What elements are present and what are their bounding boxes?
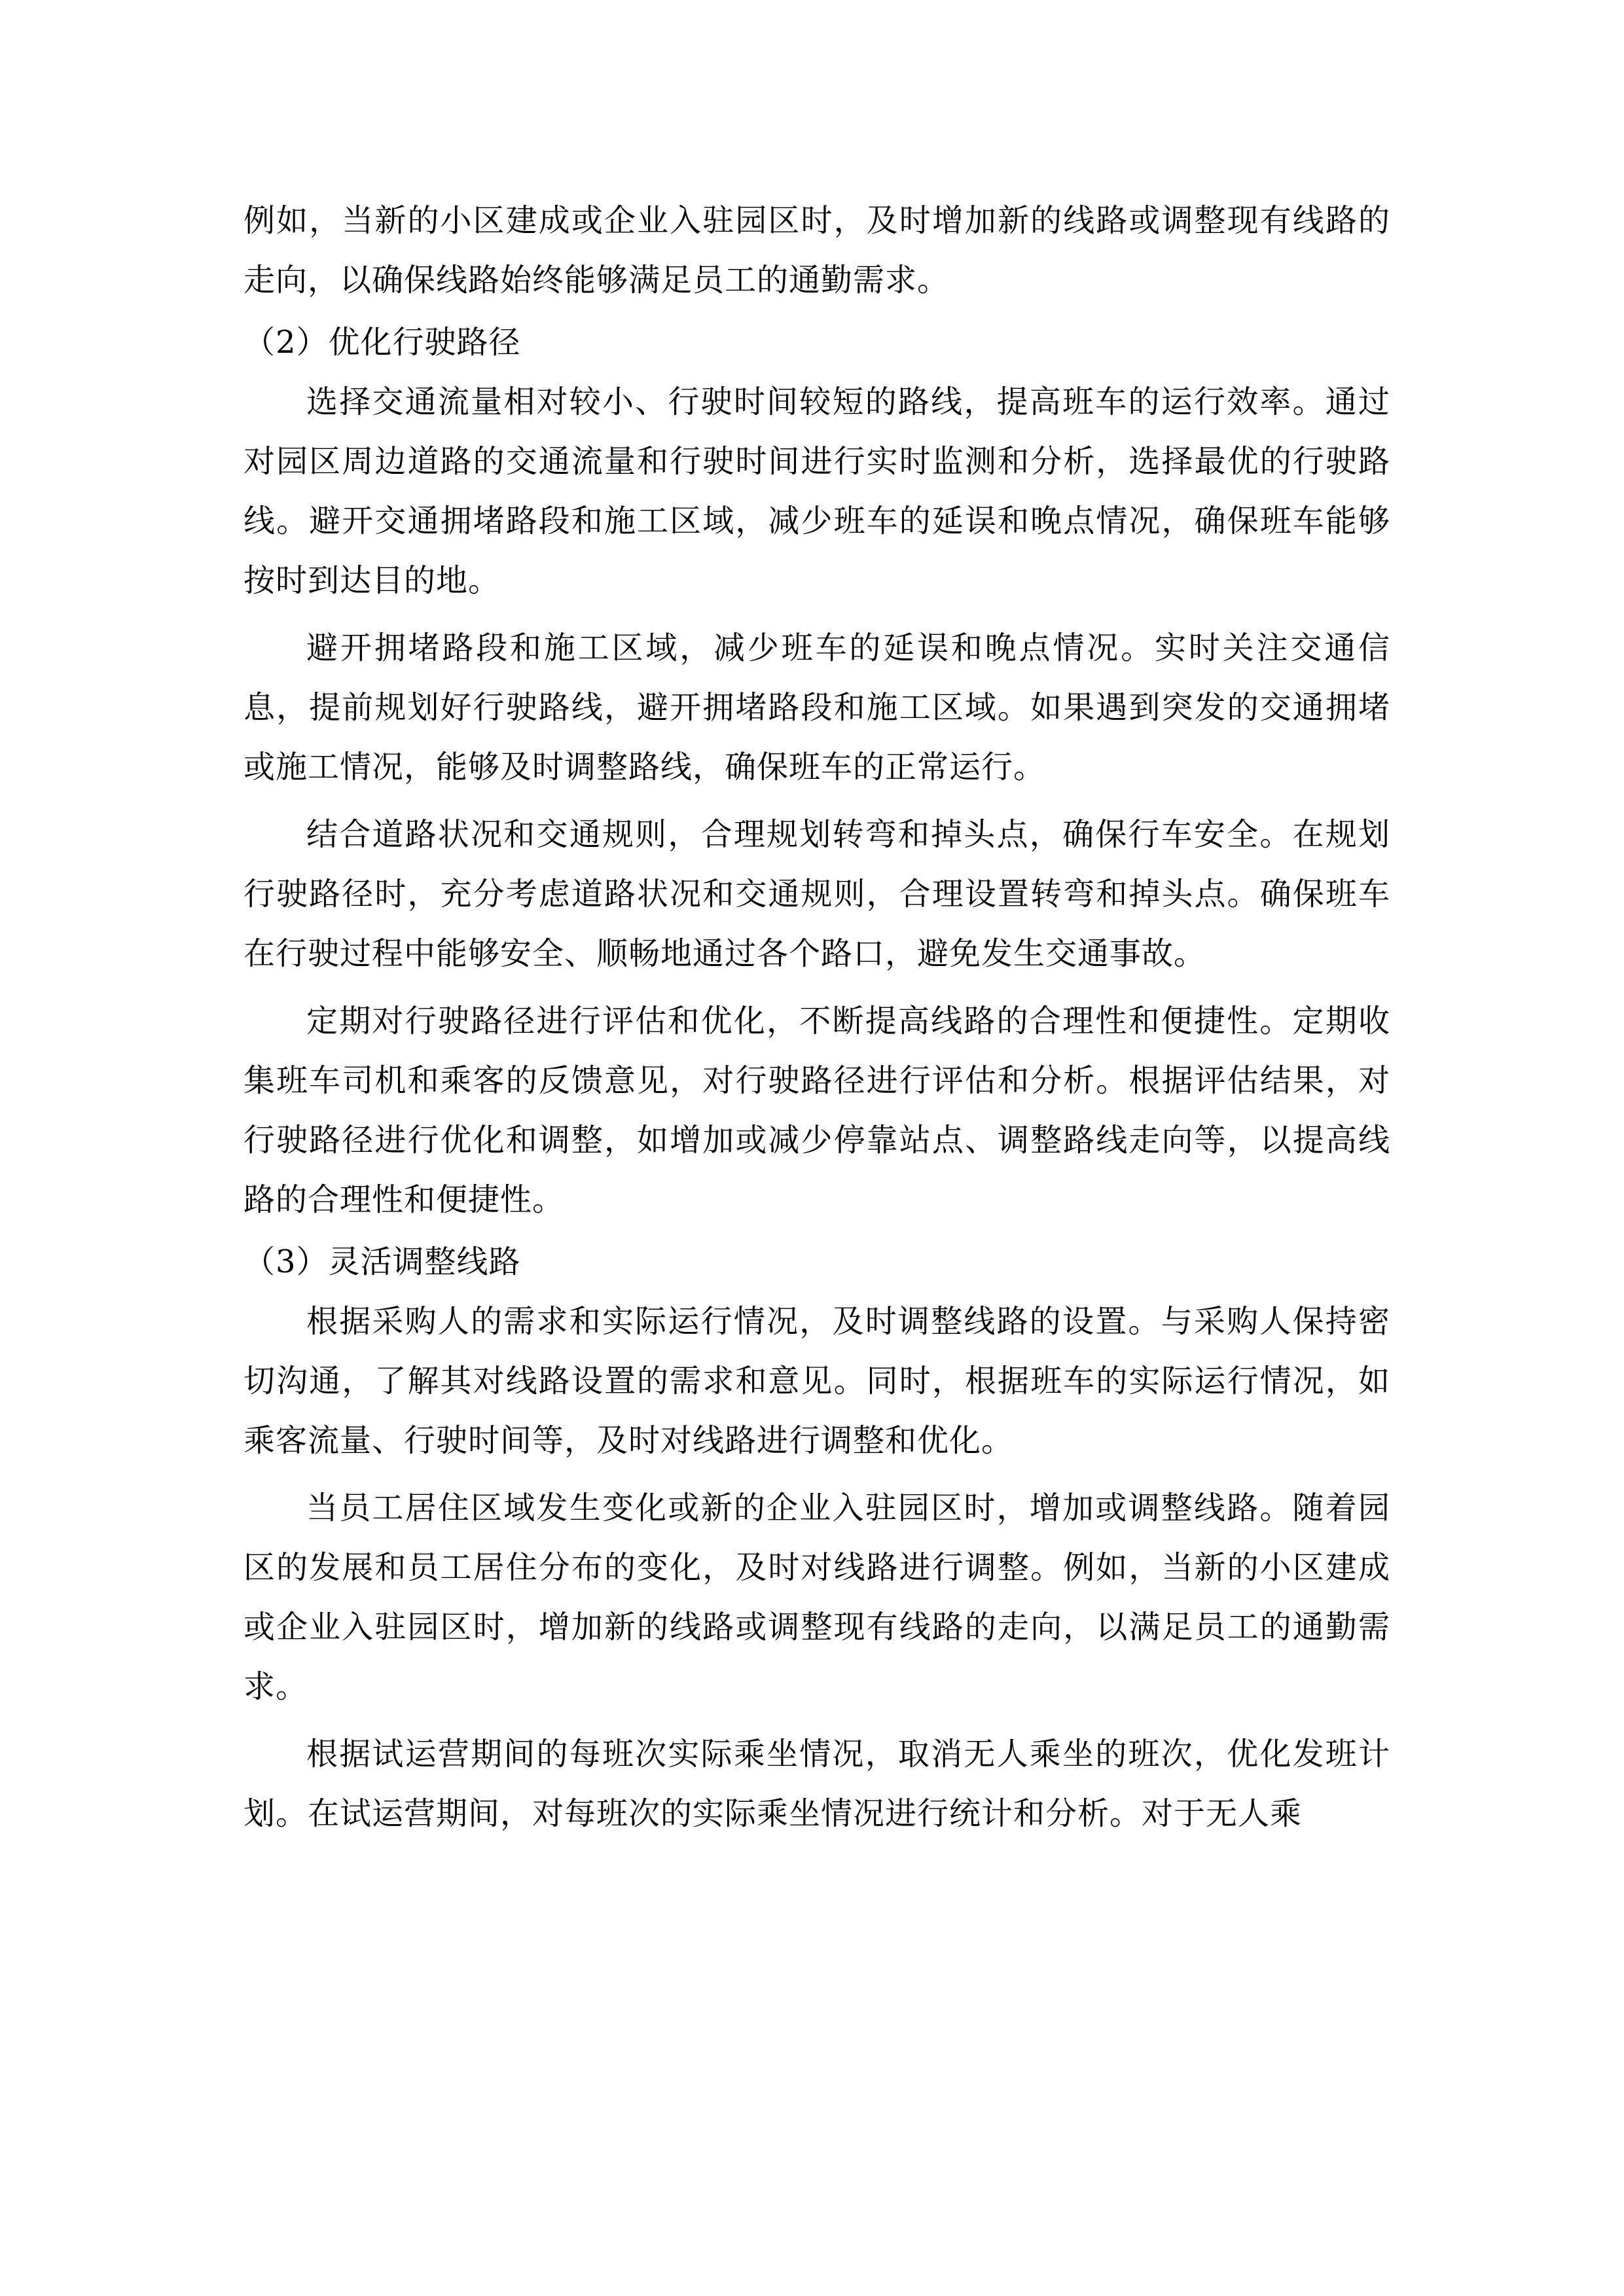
document-body <box>244 191 1390 1844</box>
paragraph-turning-points: 结合道路状况和交通规则，合理规划转弯和掉头点，确保行车安全。在规划行驶路径时，充分考虑道路状况和交通规则，合理设置转弯和掉头点。确保班车在行驶过程中能够安全、顺畅地通过各个路口，避免发生交通事故。 <box>244 816 1390 972</box>
paragraph-avoid-congestion: 避开拥堵路段和施工区域，减少班车的延误和晚点情况。实时关注交通信息，提前规划好行驶路线，避开拥堵路段和施工区域。如果遇到突发的交通拥堵或施工情况，能够及时调整路线，确保班车的正常运行。 <box>244 630 1390 785</box>
section-heading-optimize-route: （2）优化行驶路径 <box>244 324 521 361</box>
paragraph-trial-operation: 根据试运营期间的每班次实际乘坐情况，取消无人乘坐的班次，优化发班计划。在试运营期间，对每班次的实际乘坐情况进行统计和分析。对于无人乘 <box>244 1736 1390 1832</box>
paragraph-residence-changes: 当员工居住区域发生变化或新的企业入驻园区时，增加或调整线路。随着园区的发展和员工居住分布的变化，及时对线路进行调整。例如，当新的小区建成或企业入驻园区时，增加新的线路或调整现有线路的走向，以满足员工的通勤需求。 <box>244 1490 1390 1705</box>
paragraph-continuation: 例如，当新的小区建成或企业入驻园区时，及时增加新的线路或调整现有线路的走向，以确保线路始终能够满足员工的通勤需求。 <box>244 202 1390 298</box>
section-heading-flexible-adjustment: （3）灵活调整线路 <box>244 1244 521 1280</box>
paragraph-periodic-evaluation: 定期对行驶路径进行评估和优化，不断提高线路的合理性和便捷性。定期收集班车司机和乘客的反馈意见，对行驶路径进行评估和分析。根据评估结果，对行驶路径进行优化和调整，如增加或减少停靠站点、调整路线走向等，以提高线路的合理性和便捷性。 <box>244 1003 1390 1218</box>
paragraph-purchaser-needs: 根据采购人的需求和实际运行情况，及时调整线路的设置。与采购人保持密切沟通，了解其对线路设置的需求和意见。同时，根据班车的实际运行情况，如乘客流量、行驶时间等，及时对线路进行调整和优化。 <box>244 1303 1390 1459</box>
paragraph-route-selection: 选择交通流量相对较小、行驶时间较短的路线，提高班车的运行效率。通过对园区周边道路的交通流量和行驶时间进行实时监测和分析，选择最优的行驶路线。避开交通拥堵路段和施工区域，减少班车的延误和晚点情况，确保班车能够按时到达目的地。 <box>244 384 1390 599</box>
